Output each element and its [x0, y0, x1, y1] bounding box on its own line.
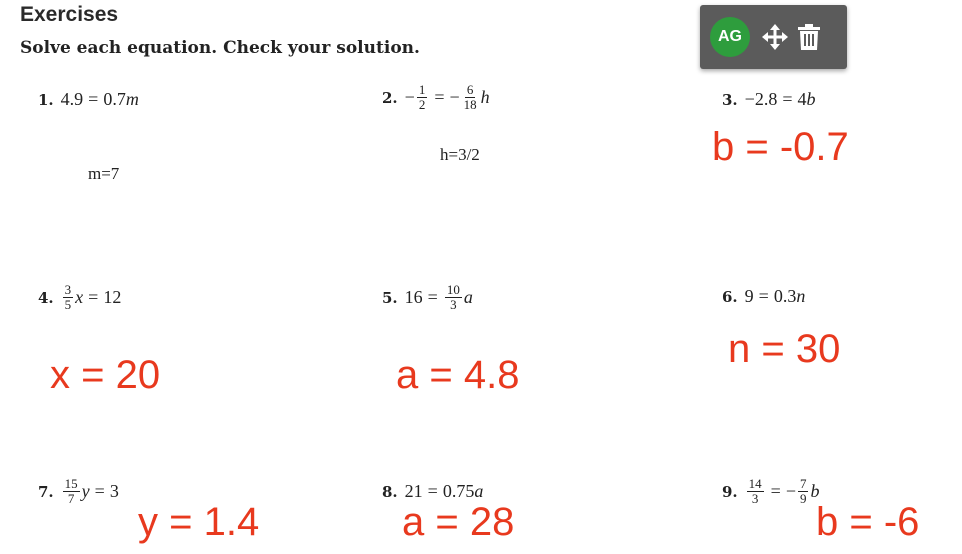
answer-3: b = -0.7: [712, 125, 849, 169]
problem-5: 5. 16 = $\frac{10}{3}$ a: [382, 282, 473, 312]
answer-5: a = 4.8: [396, 353, 520, 397]
problem-4: 4. $\frac{3}{5}$ x = 12: [38, 282, 122, 312]
user-avatar[interactable]: AG: [710, 17, 750, 57]
fraction: $\frac{10}{3}$: [446, 282, 460, 312]
fraction: $\frac{15}{7}$: [64, 476, 78, 506]
section-heading: Exercises: [20, 3, 119, 26]
answer-6: n = 30: [728, 327, 841, 371]
problem-6: 6. 9 = 0.3 n: [722, 286, 806, 306]
problem-7: 7. $\frac{15}{7}$ y = 3: [38, 476, 119, 506]
problem-8: 8. 21 = 0.75 a: [382, 481, 484, 501]
answer-2: h=3/2: [440, 145, 480, 164]
problem-9: 9. $\frac{14}{3}$ = − $\frac{7}{9}$ b: [722, 476, 820, 506]
answer-4: x = 20: [50, 353, 161, 397]
fraction: $\frac{6}{18}$: [463, 82, 477, 112]
answer-1: m=7: [88, 164, 120, 183]
problem-3: 3. −2.8 = 4 b: [722, 89, 816, 109]
instructions: Solve each equation. Check your solution.: [20, 38, 420, 58]
answer-9: b = -6: [816, 500, 920, 544]
answer-7: y = 1.4: [138, 500, 260, 544]
fraction: $\frac{1}{2}$: [418, 82, 426, 112]
move-arrows-icon[interactable]: [762, 24, 788, 50]
problem-1: 1. 4.9 = 0.7 m: [38, 89, 139, 109]
answer-8: a = 28: [402, 500, 515, 544]
fraction: $\frac{3}{5}$: [64, 282, 72, 312]
trash-icon[interactable]: [798, 24, 820, 50]
fraction: $\frac{14}{3}$: [748, 476, 762, 506]
problem-2: 2. − $\frac{1}{2}$ = − $\frac{6}{18}$ h: [382, 82, 490, 112]
fraction: $\frac{7}{9}$: [799, 476, 807, 506]
annotation-toolbar: [700, 5, 847, 69]
